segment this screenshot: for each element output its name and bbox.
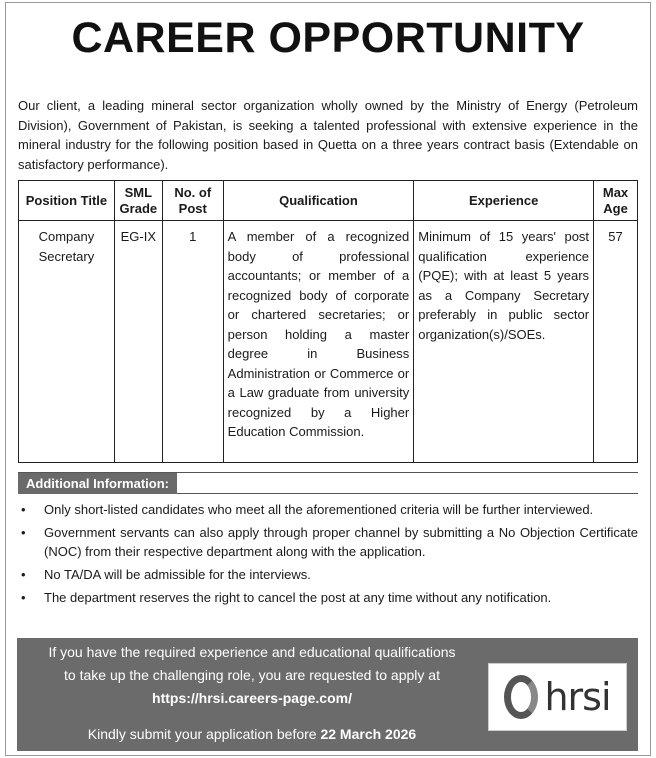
list-item	[18, 588, 638, 607]
additional-info-header	[18, 472, 638, 494]
logo-ring-icon	[504, 675, 538, 719]
additional-info-list	[18, 500, 638, 611]
logo-text: hrsi	[544, 675, 611, 719]
bullet-icon: •	[21, 590, 26, 605]
cell-experience: Minimum of 15 years' post qualification experience (PQE); with at least 5 years as a Company Secretary preferably in public sector organization(s)/SOEs.	[414, 221, 594, 463]
deadline-prefix: Kindly submit your application before	[87, 726, 321, 742]
header-position-title: Position Title	[19, 181, 115, 221]
table-row	[19, 221, 638, 463]
deadline-line	[17, 723, 487, 746]
deadline-date: 22 March 2026	[320, 726, 417, 742]
header-no-of-post: No. of Post	[162, 181, 223, 221]
bullet-icon: •	[21, 525, 26, 540]
footer-line-2: to take up the challenging role, you are requested to apply at	[64, 667, 440, 683]
bullet-icon: •	[21, 502, 26, 517]
list-item	[18, 500, 638, 519]
bullet-text: Government servants can also apply through proper channel by submitting a No Objection Certificate (NOC) from their respective department along with the application.	[44, 525, 638, 559]
bullet-text: Only short-listed candidates who meet all the aforementioned criteria will be further interviewed.	[44, 502, 594, 517]
cell-posts: 1	[162, 221, 223, 463]
additional-info-heading: Additional Information:	[18, 473, 177, 494]
header-max-age: Max Age	[594, 181, 638, 221]
table-header-row	[19, 181, 638, 221]
apply-footer	[17, 638, 638, 751]
page-title: CAREER OPPORTUNITY	[71, 14, 585, 62]
bullet-text: The department reserves the right to cancel the post at any time without any notification.	[44, 590, 552, 605]
cell-max-age: 57	[594, 221, 638, 463]
cell-qualification: A member of a recognized body of professional accountants; or member of a recognized body of corporate or chartered secretaries; or person holding a master degree in Business Administration or Commerce or a Law graduate from university recognized by a Higher Education Commission.	[223, 221, 414, 463]
position-table	[18, 180, 638, 463]
list-item	[18, 565, 638, 584]
intro-paragraph: Our client, a leading mineral sector organization wholly owned by the Ministry of Energy (Petroleum Division), Government of Pakistan, is seeking a talented professional with extensive experience in the mineral industry for the following position based in Quetta on a three years contract basis (Extendable on satisfactory performance).	[18, 98, 638, 172]
apply-url-link[interactable]: https://hrsi.careers-page.com/	[152, 690, 352, 706]
cell-grade: EG-IX	[114, 221, 162, 463]
hrsi-logo	[488, 663, 627, 731]
cell-position: Company Secretary	[19, 221, 115, 463]
header-sml-grade: SML Grade	[114, 181, 162, 221]
bullet-text: No TA/DA will be admissible for the interviews.	[44, 567, 311, 582]
bullet-icon: •	[21, 567, 26, 582]
footer-line-1: If you have the required experience and educational qualifications	[48, 644, 456, 660]
header-qualification: Qualification	[223, 181, 414, 221]
list-item	[18, 523, 638, 561]
header-experience: Experience	[414, 181, 594, 221]
